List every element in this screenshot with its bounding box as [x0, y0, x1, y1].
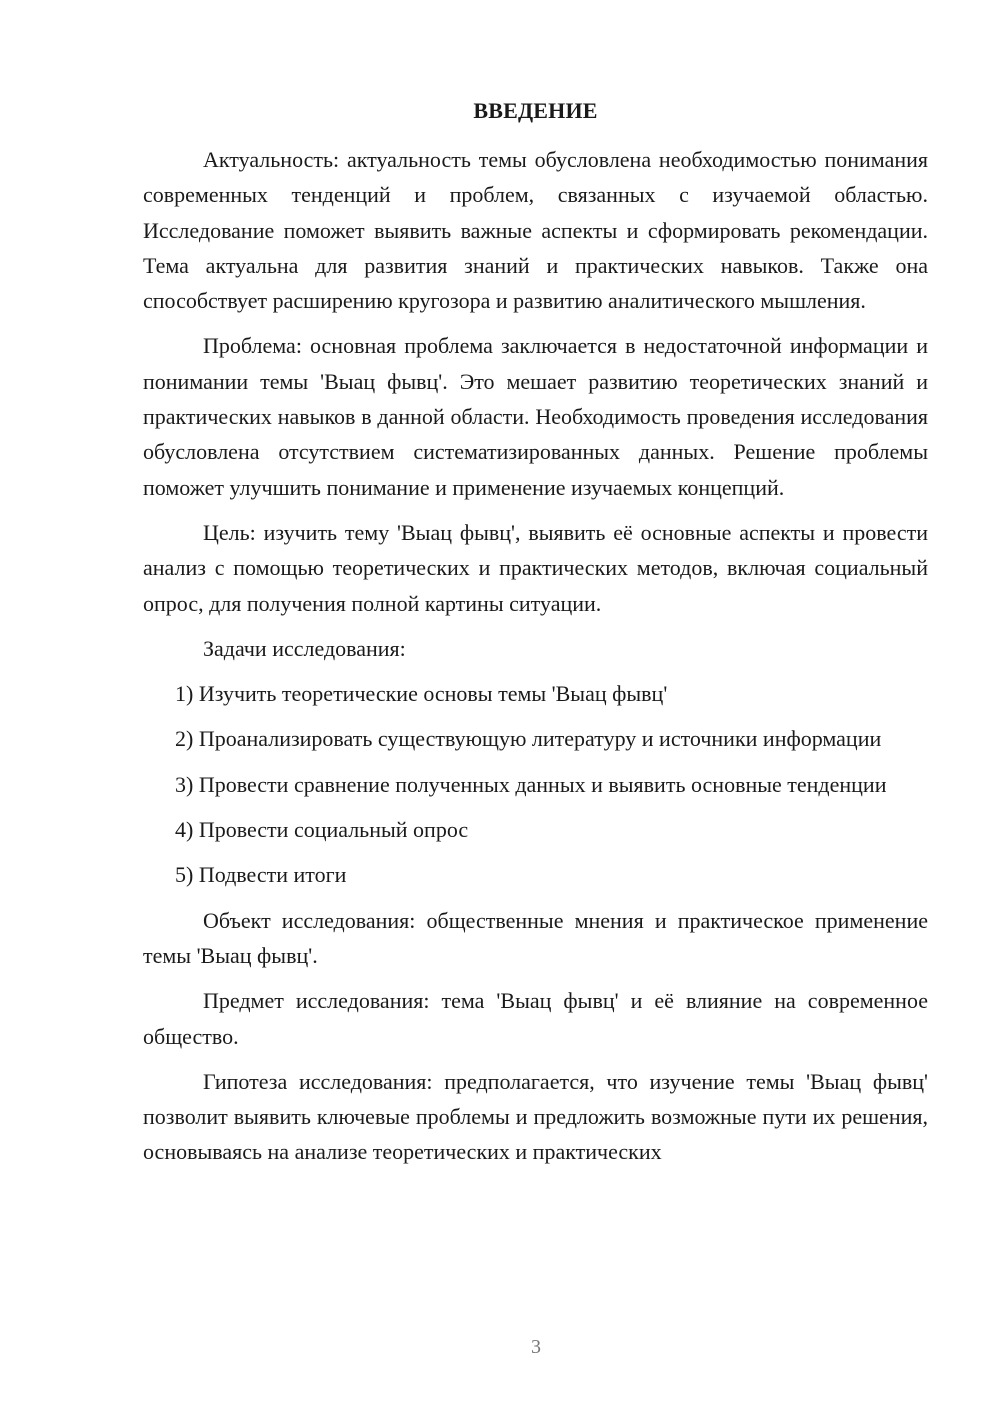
document-body	[143, 142, 928, 1170]
page-number: 3	[531, 1336, 541, 1358]
task-item-1: 1) Изучить теоретические основы темы 'Выац фывц'	[175, 681, 668, 707]
task-item-3: 3) Провести сравнение полученных данных и выявить основные тенденции	[175, 771, 887, 797]
section-title: ВВЕДЕНИЕ	[473, 98, 598, 123]
subject-paragraph: Предмет исследования: тема 'Выац фывц' и её влияние на современное общество.	[143, 988, 928, 1049]
hypothesis-paragraph: Гипотеза исследования: предполагается, что изучение темы 'Выац фывц' позволит выявить ключевые проблемы и предложить возможные пути их решения, основываясь на анализе теоретических и практических	[143, 1068, 928, 1165]
goal-paragraph: Цель: изучить тему 'Выац фывц', выявить её основные аспекты и провести анализ с помощью теоретических и практических методов, включая социальный опрос, для получения полной картины ситуации.	[143, 519, 928, 616]
object-paragraph: Объект исследования: общественные мнения и практическое применение темы 'Выац фывц'.	[143, 907, 928, 968]
problem-paragraph: Проблема: основная проблема заключается в недостаточной информации и понимании темы 'Выац фывц'. Это мешает развитию теоретических знаний и практических навыков в данной области. Необходимость проведения исследования обусловлена отсутствием систематизированных данных. Решение проблемы поможет улучшить понимание и применение изучаемых концепций.	[143, 333, 928, 500]
task-item-2: 2) Проанализировать существующую литературу и источники информации	[175, 726, 882, 752]
task-item-5: 5) Подвести итоги	[175, 862, 347, 888]
tasks-heading: Задачи исследования:	[203, 635, 406, 661]
relevance-paragraph: Актуальность: актуальность темы обусловлена необходимостью понимания современных тенденций и проблем, связанных с изучаемой областью. Исследование поможет выявить важные аспекты и сформировать рекомендации. Тема актуальна для развития знаний и практических навыков. Также она способствует расширению кругозора и развитию аналитического мышления.	[143, 147, 928, 314]
task-item-4: 4) Провести социальный опрос	[175, 817, 469, 843]
